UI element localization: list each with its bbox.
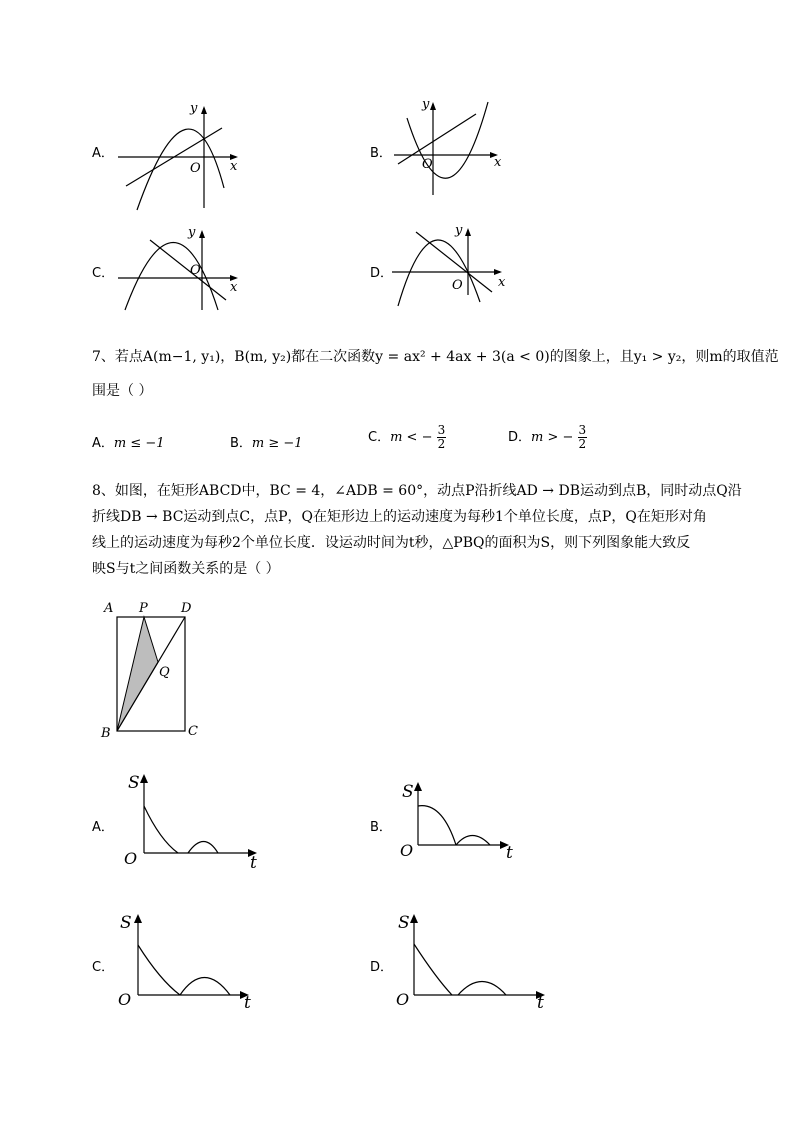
origin-label: O — [124, 849, 138, 868]
origin-label: O — [400, 841, 414, 860]
q8-option-a-label[interactable]: A． — [92, 820, 114, 835]
q7-option-c-fraction: $\frac{3}{2}$ — [437, 423, 446, 451]
point-d-label: D — [181, 601, 192, 616]
s-axis-label: S — [120, 913, 132, 933]
t-axis-label: t — [506, 843, 513, 863]
q7-option-b-text: m ≥ −1 — [251, 436, 303, 451]
q6-option-b-label[interactable]: B． — [370, 146, 392, 161]
origin-label: O — [190, 161, 201, 176]
x-axis-label: x — [230, 280, 238, 295]
origin-label: O — [422, 157, 433, 172]
q7-text-line2: 围是（ ） — [92, 383, 153, 399]
s-axis-label: S — [398, 913, 410, 933]
q7-option-d-prefix: m > − — [531, 430, 574, 445]
q6-option-d-label[interactable]: D． — [370, 266, 394, 281]
q7-option-a-label: A． — [92, 436, 114, 451]
q8-text-line3: 线上的运动速度为每秒2个单位长度．设运动时间为t秒，△PBQ的面积为S，则下列图象能大致反 — [92, 535, 691, 551]
y-axis-label: y — [188, 225, 196, 240]
point-p-label: P — [139, 601, 148, 616]
s-axis-label: S — [402, 782, 414, 802]
q7-text-line1: 7、若点A(m−1, y₁)，B(m, y₂)都在二次函数y = ax² + 4ax + 3(a < 0)的图象上，且y₁ > y₂，则m的取值范 — [92, 349, 779, 365]
q6-option-c-label[interactable]: C． — [92, 266, 115, 281]
x-axis-label: x — [230, 159, 238, 174]
origin-label: O — [118, 990, 132, 1009]
point-a-label: A — [104, 601, 114, 616]
s-axis-label: S — [128, 773, 140, 793]
origin-label: O — [452, 278, 463, 293]
point-q-label: Q — [159, 665, 170, 680]
q7-option-a-text: m ≤ −1 — [113, 436, 165, 451]
y-axis-label: y — [455, 223, 463, 238]
q7-option-c-prefix: m < − — [390, 430, 433, 445]
origin-label: O — [396, 990, 410, 1009]
t-axis-label: t — [250, 853, 257, 873]
x-axis-label: x — [494, 155, 502, 170]
point-b-label: B — [101, 726, 111, 741]
y-axis-label: y — [422, 97, 430, 112]
q6-option-a-label[interactable]: A． — [92, 146, 114, 161]
q7-option-d-fraction: $\frac{3}{2}$ — [578, 423, 587, 451]
q8-option-c-label[interactable]: C． — [92, 960, 115, 975]
y-axis-label: y — [190, 101, 198, 116]
q8-option-d-label[interactable]: D． — [370, 960, 394, 975]
q8-text-line2: 折线DB → BC运动到点C，点P，Q在矩形边上的运动速度为每秒1个单位长度，点P，Q在矩形对角 — [92, 509, 707, 525]
q7-option-d-label: D． — [508, 430, 532, 445]
q8-text-line4: 映S与t之间函数关系的是（ ） — [92, 561, 280, 577]
q7-option-b-label: B． — [230, 436, 252, 451]
q8-option-b-label[interactable]: B． — [370, 820, 392, 835]
x-axis-label: x — [498, 275, 506, 290]
t-axis-label: t — [244, 993, 251, 1013]
q7-option-c-label: C． — [368, 430, 391, 445]
point-c-label: C — [188, 724, 198, 739]
q8-text-line1: 8、如图，在矩形ABCD中，BC = 4，∠ADB = 60°，动点P沿折线AD → DB运动到点B，同时动点Q沿 — [92, 483, 742, 499]
t-axis-label: t — [537, 993, 544, 1013]
origin-label: O — [190, 263, 201, 278]
